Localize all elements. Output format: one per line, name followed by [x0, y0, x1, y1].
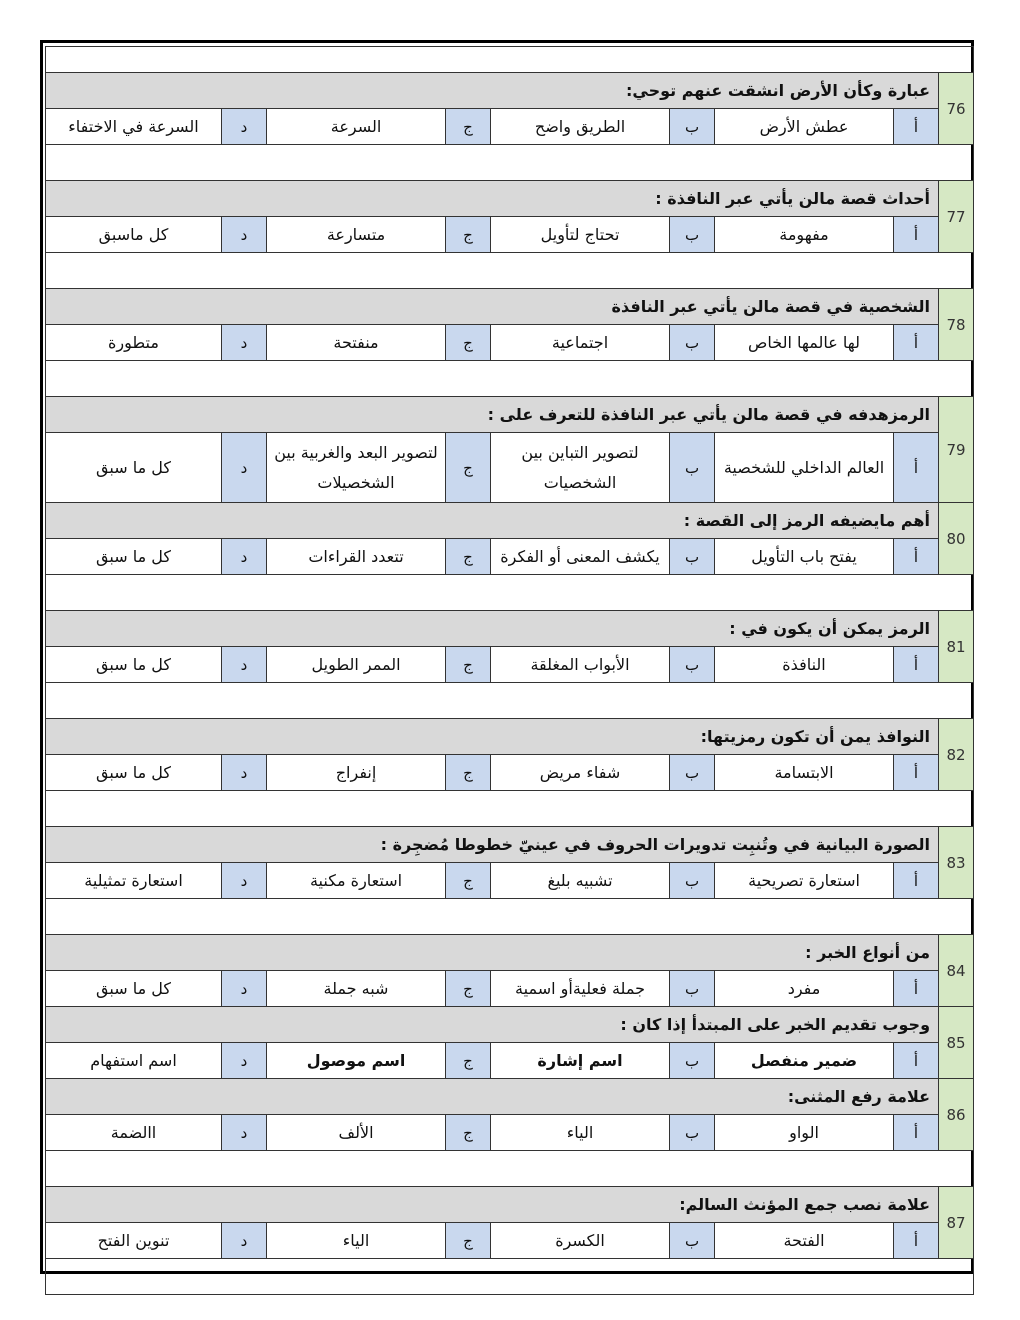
spacer-cell — [46, 1259, 974, 1295]
options-row — [46, 1115, 974, 1151]
question-row — [46, 289, 974, 325]
option-text[interactable]: كل ما سبق — [46, 647, 222, 683]
option-letter: أ — [894, 433, 939, 503]
option-letter: أ — [894, 863, 939, 899]
question-row — [46, 73, 974, 109]
spacer-cell — [46, 575, 974, 611]
options-row — [46, 971, 974, 1007]
question-text: من أنواع الخبر : — [46, 935, 939, 971]
option-text[interactable]: شفاء مريض — [491, 755, 670, 791]
option-letter: ب — [670, 863, 715, 899]
spacer-cell — [46, 899, 974, 935]
spacer-row — [46, 791, 974, 827]
option-letter: ج — [446, 325, 491, 361]
option-text[interactable]: منفتحة — [267, 325, 446, 361]
question-row — [46, 1079, 974, 1115]
spacer-row — [46, 575, 974, 611]
question-text: أهم مايضيفه الرمز إلى القصة : — [46, 503, 939, 539]
spacer-row — [46, 1151, 974, 1187]
option-text[interactable]: كل ما سبق — [46, 755, 222, 791]
option-text[interactable]: كل ماسبق — [46, 217, 222, 253]
option-letter: ب — [670, 755, 715, 791]
option-text[interactable]: العالم الداخلي للشخصية — [715, 433, 894, 503]
question-text: أحداث قصة مالن يأتي عبر النافذة : — [46, 181, 939, 217]
option-text[interactable]: اسم إشارة — [491, 1043, 670, 1079]
spacer-cell — [46, 361, 974, 397]
spacer-row — [46, 361, 974, 397]
option-text[interactable]: الأبواب المغلقة — [491, 647, 670, 683]
spacer-cell — [46, 145, 974, 181]
option-letter: ج — [446, 433, 491, 503]
option-letter: أ — [894, 971, 939, 1007]
question-text: الرمز يمكن أن يكون في : — [46, 611, 939, 647]
spacer-cell — [46, 1151, 974, 1187]
question-row — [46, 827, 974, 863]
option-text[interactable]: تتعدد القراءات — [267, 539, 446, 575]
spacer-row — [46, 899, 974, 935]
option-text[interactable]: تشبيه بليغ — [491, 863, 670, 899]
option-text[interactable]: االضمة — [46, 1115, 222, 1151]
options-row — [46, 325, 974, 361]
option-letter: د — [222, 217, 267, 253]
option-letter: أ — [894, 217, 939, 253]
option-text[interactable]: تنوين الفتح — [46, 1223, 222, 1259]
spacer-row — [46, 47, 974, 73]
options-row — [46, 755, 974, 791]
spacer-cell — [46, 791, 974, 827]
option-text[interactable]: يكشف المعنى أو الفكرة — [491, 539, 670, 575]
option-letter: ب — [670, 1115, 715, 1151]
option-text[interactable]: الطريق واضح — [491, 109, 670, 145]
option-text[interactable]: الممر الطويل — [267, 647, 446, 683]
question-text: عبارة وكأن الأرض انشقت عنهم توحي: — [46, 73, 939, 109]
question-number: 79 — [939, 397, 974, 503]
question-row — [46, 1007, 974, 1043]
question-text: وجوب تقديم الخبر على المبتدأ إذا كان : — [46, 1007, 939, 1043]
option-text[interactable]: شبه جملة — [267, 971, 446, 1007]
spacer-row — [46, 253, 974, 289]
option-letter: ج — [446, 1223, 491, 1259]
question-number: 86 — [939, 1079, 974, 1151]
option-text[interactable]: استعارة مكنية — [267, 863, 446, 899]
option-letter: ب — [670, 971, 715, 1007]
question-row — [46, 503, 974, 539]
quiz-table — [45, 46, 974, 1295]
option-letter: ج — [446, 109, 491, 145]
option-text[interactable]: السرعة — [267, 109, 446, 145]
option-text[interactable]: متطورة — [46, 325, 222, 361]
option-letter: ج — [446, 539, 491, 575]
option-text[interactable]: الفتحة — [715, 1223, 894, 1259]
option-text[interactable]: ضمير منفصل — [715, 1043, 894, 1079]
question-number: 80 — [939, 503, 974, 575]
question-text: علامة رفع المثنى: — [46, 1079, 939, 1115]
option-text[interactable]: الياء — [267, 1223, 446, 1259]
option-text[interactable]: يفتح باب التأويل — [715, 539, 894, 575]
option-text[interactable]: اسم موصول — [267, 1043, 446, 1079]
question-row — [46, 935, 974, 971]
option-text[interactable]: لتصوير التباين بين الشخصيات — [491, 433, 670, 503]
question-row — [46, 181, 974, 217]
option-letter: ج — [446, 647, 491, 683]
option-letter: د — [222, 325, 267, 361]
option-text[interactable]: الياء — [491, 1115, 670, 1151]
option-text[interactable]: تحتاج لتأويل — [491, 217, 670, 253]
options-row — [46, 217, 974, 253]
options-row — [46, 647, 974, 683]
options-row — [46, 109, 974, 145]
option-text[interactable]: الكسرة — [491, 1223, 670, 1259]
spacer-row — [46, 683, 974, 719]
option-text[interactable]: متسارعة — [267, 217, 446, 253]
option-letter: ج — [446, 1043, 491, 1079]
option-letter: د — [222, 1115, 267, 1151]
option-letter: د — [222, 863, 267, 899]
question-number: 84 — [939, 935, 974, 1007]
option-letter: ج — [446, 863, 491, 899]
question-number: 81 — [939, 611, 974, 683]
option-text[interactable]: النافذة — [715, 647, 894, 683]
option-letter: د — [222, 433, 267, 503]
option-text[interactable]: لها عالمها الخاص — [715, 325, 894, 361]
option-text[interactable]: مفهومة — [715, 217, 894, 253]
question-number: 78 — [939, 289, 974, 361]
option-letter: د — [222, 971, 267, 1007]
question-number: 85 — [939, 1007, 974, 1079]
spacer-row — [46, 145, 974, 181]
question-number: 76 — [939, 73, 974, 145]
option-letter: ب — [670, 647, 715, 683]
question-row — [46, 611, 974, 647]
question-row — [46, 719, 974, 755]
option-text[interactable]: استعارة تصريحية — [715, 863, 894, 899]
option-text[interactable]: الألف — [267, 1115, 446, 1151]
option-letter: ب — [670, 1043, 715, 1079]
question-row — [46, 1187, 974, 1223]
question-text: الرمزهدفه في قصة مالن يأتي عبر النافذة للتعرف على : — [46, 397, 939, 433]
question-text: الصورة البيانية في وتُنبِت تدويرات الحروف في عينيّ خطوطا مُضجِرة : — [46, 827, 939, 863]
question-row — [46, 397, 974, 433]
options-row — [46, 1223, 974, 1259]
options-row — [46, 539, 974, 575]
option-letter: أ — [894, 539, 939, 575]
option-letter: د — [222, 109, 267, 145]
option-letter: د — [222, 1043, 267, 1079]
option-letter: ب — [670, 109, 715, 145]
options-row — [46, 1043, 974, 1079]
options-row — [46, 863, 974, 899]
option-letter: أ — [894, 1223, 939, 1259]
option-letter: د — [222, 539, 267, 575]
question-number: 87 — [939, 1187, 974, 1259]
option-text[interactable]: مفرد — [715, 971, 894, 1007]
question-number: 82 — [939, 719, 974, 791]
option-text[interactable]: كل ما سبق — [46, 539, 222, 575]
option-letter: ب — [670, 539, 715, 575]
option-text[interactable]: استعارة تمثيلية — [46, 863, 222, 899]
option-letter: أ — [894, 109, 939, 145]
quiz-sheet — [45, 46, 973, 1275]
option-letter: د — [222, 647, 267, 683]
spacer-cell — [46, 47, 974, 73]
option-letter: أ — [894, 755, 939, 791]
option-text[interactable]: الواو — [715, 1115, 894, 1151]
option-letter: د — [222, 1223, 267, 1259]
spacer-row — [46, 1259, 974, 1295]
spacer-cell — [46, 253, 974, 289]
question-text: الشخصية في قصة مالن يأتي عبر النافذة — [46, 289, 939, 325]
question-text: النوافذ يمن أن تكون رمزيتها: — [46, 719, 939, 755]
option-letter: ج — [446, 217, 491, 253]
option-letter: أ — [894, 647, 939, 683]
option-text[interactable]: عطش الأرض — [715, 109, 894, 145]
option-letter: ب — [670, 325, 715, 361]
option-letter: ج — [446, 1115, 491, 1151]
option-text[interactable]: كل ما سبق — [46, 971, 222, 1007]
option-letter: ب — [670, 433, 715, 503]
options-row — [46, 433, 974, 503]
question-text: علامة نصب جمع المؤنث السالم: — [46, 1187, 939, 1223]
option-text[interactable]: جملة فعليةأو اسمية — [491, 971, 670, 1007]
option-letter: د — [222, 755, 267, 791]
option-letter: ب — [670, 217, 715, 253]
option-letter: ب — [670, 1223, 715, 1259]
option-letter: ج — [446, 755, 491, 791]
option-text[interactable]: كل ما سبق — [46, 433, 222, 503]
spacer-cell — [46, 683, 974, 719]
option-letter: ج — [446, 971, 491, 1007]
option-text[interactable]: السرعة في الاختفاء — [46, 109, 222, 145]
question-number: 83 — [939, 827, 974, 899]
option-text[interactable]: اجتماعية — [491, 325, 670, 361]
option-letter: أ — [894, 1043, 939, 1079]
option-text[interactable]: لتصوير البعد والغربية بين الشخصيلات — [267, 433, 446, 503]
option-letter: أ — [894, 325, 939, 361]
option-text[interactable]: إنفراج — [267, 755, 446, 791]
option-text[interactable]: الابتسامة — [715, 755, 894, 791]
option-letter: أ — [894, 1115, 939, 1151]
option-text[interactable]: اسم استفهام — [46, 1043, 222, 1079]
question-number: 77 — [939, 181, 974, 253]
